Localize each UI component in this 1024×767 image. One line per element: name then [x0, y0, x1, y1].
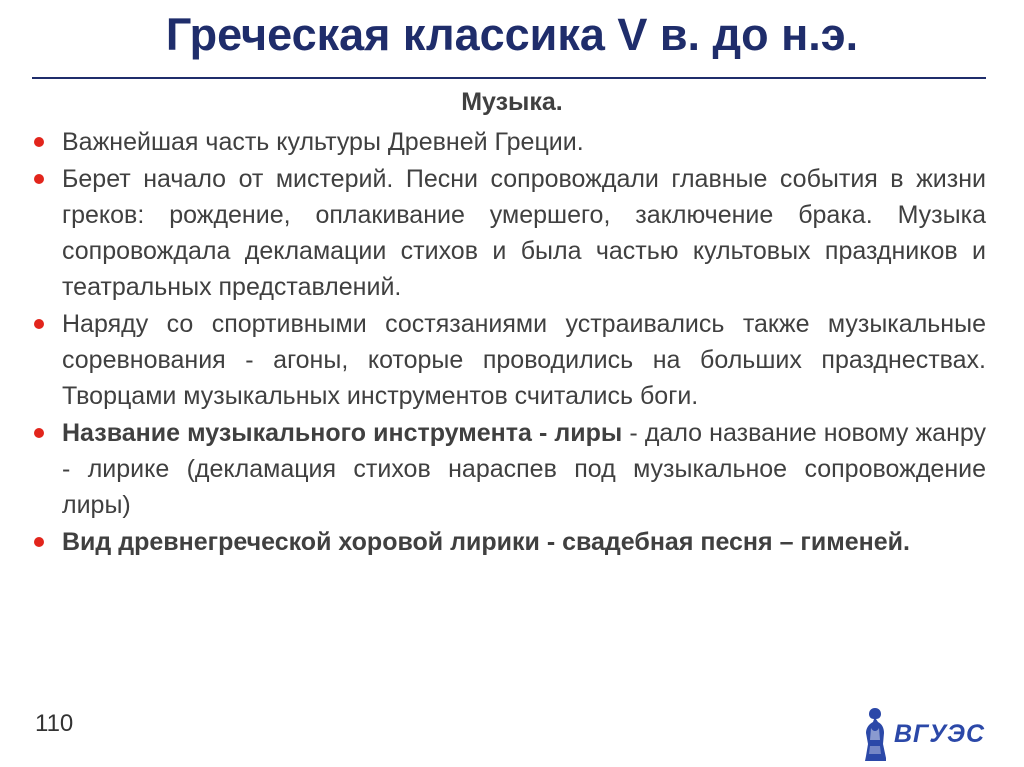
bullet-item-3 — [32, 306, 986, 414]
bullet-text: Берет начало от мистерий. Песни сопровождали главные события в жизни греков: рождение, оплакивание умершего, заключение брака. Музыка сопровождала декламации стихов и была частью культовых праздников и театральных представлений. — [62, 165, 986, 301]
title-divider — [32, 77, 986, 79]
bullet-text: Важнейшая часть культуры Древней Греции. — [62, 128, 584, 156]
bullet-item-1 — [32, 124, 986, 160]
bullet-dot-icon — [34, 174, 44, 184]
bullet-text: - дало название новому жанру - лирике (декламация стихов нараспев под музыкальное сопровождение лиры) — [62, 419, 986, 519]
page-number: 110 — [35, 710, 74, 737]
bullet-item-4 — [32, 415, 986, 523]
bullet-dot-icon — [34, 319, 44, 329]
bullet-text: Вид древнегреческой хоровой лирики - свадебная песня – гименей. — [62, 528, 910, 556]
logo-text: ВГУЭС — [894, 720, 986, 748]
statue-icon — [862, 706, 888, 762]
bullet-dot-icon — [34, 137, 44, 147]
bullet-item-2 — [32, 161, 986, 305]
bullet-text-bold: Название музыкального инструмента - лиры — [62, 419, 623, 447]
bullet-text: Наряду со спортивными состязаниями устраивались также музыкальные соревнования - агоны, которые проводились на больших празднествах. Творцами музыкальных инструментов считались боги. — [62, 310, 986, 410]
bullet-item-5 — [32, 524, 986, 560]
bullet-dot-icon — [34, 428, 44, 438]
university-logo — [862, 706, 992, 762]
bullet-list — [32, 124, 986, 561]
section-heading: Музыка. — [461, 88, 563, 116]
slide-title: Греческая классика V в. до н.э. — [165, 9, 859, 60]
bullet-dot-icon — [34, 537, 44, 547]
